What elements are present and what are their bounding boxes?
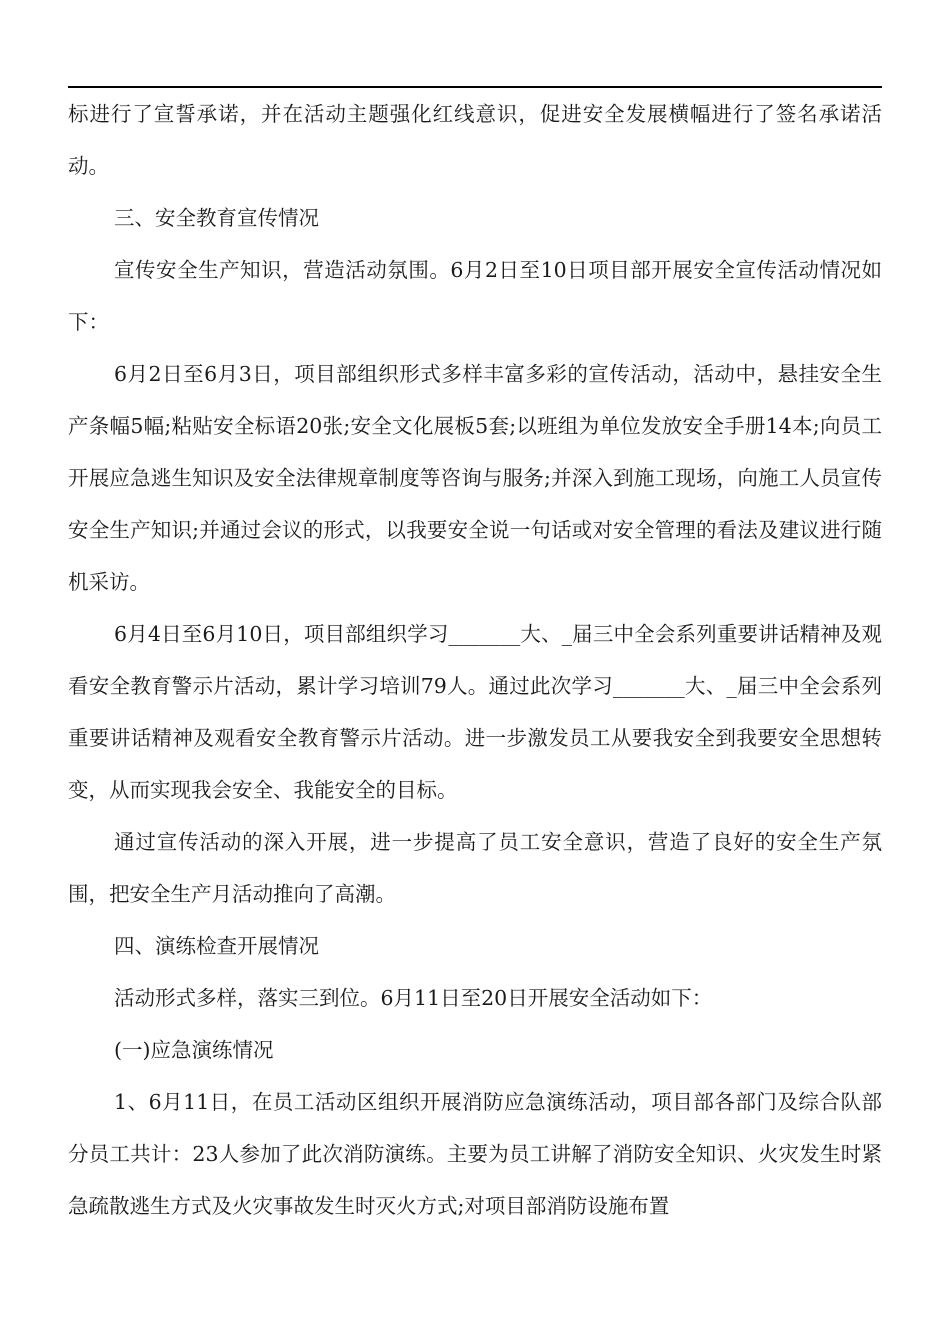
document-body — [68, 88, 882, 1232]
paragraph: 活动形式多样，落实三到位。6月11日至20日开展安全活动如下： — [114, 986, 713, 1010]
paragraph-continuation: 标进行了宣誓承诺，并在活动主题强化红线意识，促进安全发展横幅进行了签名承诺活动。 — [68, 102, 882, 178]
section-heading-3: 三、安全教育宣传情况 — [114, 206, 319, 230]
paragraph: 宣传安全生产知识，营造活动氛围。6月2日至10日项目部开展安全宣传活动情况如下： — [68, 258, 882, 334]
paragraph: 6月2日至6月3日，项目部组织形式多样丰富多彩的宣传活动，活动中，悬挂安全生产条幅5幅;粘贴安全标语20张;安全文化展板5套;以班组为单位发放安全手册14本;向员工开展应急逃生知识及安全法律规章制度等咨询与服务;并深入到施工现场，向施工人员宣传安全生产知识;并通过会议的形式，以我要安全说一句话或对安全管理的看法及建议进行随机采访。 — [68, 362, 882, 594]
section-heading-4: 四、演练检查开展情况 — [114, 934, 319, 958]
subsection-heading: (一)应急演练情况 — [114, 1038, 274, 1062]
paragraph: 1、6月11日，在员工活动区组织开展消防应急演练活动，项目部各部门及综合队部分员工共计：23人参加了此次消防演练。主要为员工讲解了消防安全知识、火灾发生时紧急疏散逃生方式及火灾事故发生时灭火方式;对项目部消防设施布置 — [68, 1090, 882, 1218]
paragraph: 6月4日至6月10日，项目部组织学习_______大、_届三中全会系列重要讲话精神及观看安全教育警示片活动，累计学习培训79人。通过此次学习_______大、_届三中全会系列重要讲话精神及观看安全教育警示片活动。进一步激发员工从要我安全到我要安全思想转变，从而实现我会安全、我能安全的目标。 — [68, 622, 882, 802]
paragraph: 通过宣传活动的深入开展，进一步提高了员工安全意识，营造了良好的安全生产氛围，把安全生产月活动推向了高潮。 — [68, 830, 882, 906]
